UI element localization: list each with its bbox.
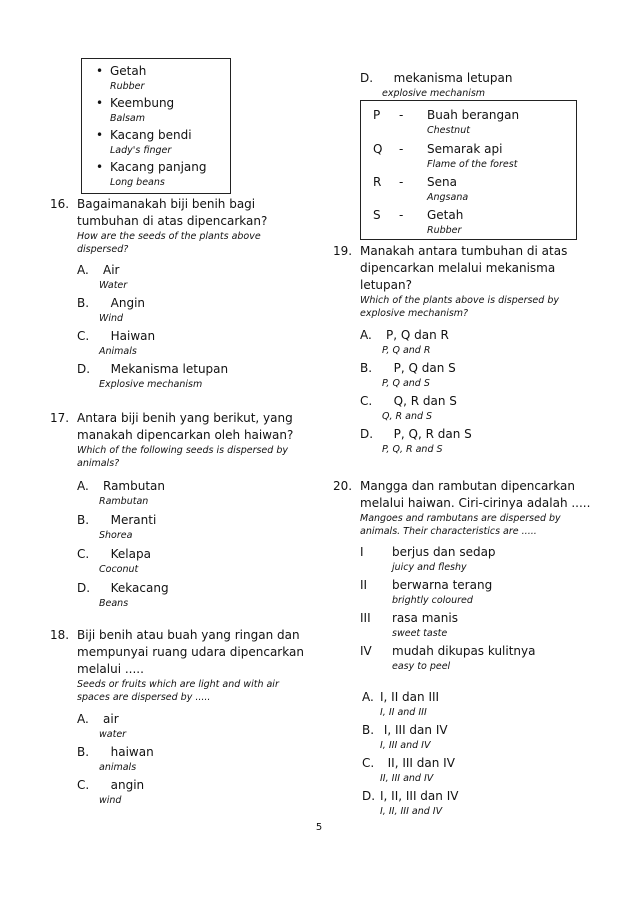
bullet-icon: • bbox=[96, 128, 104, 142]
plant-table-row: S - Getah Rubber bbox=[373, 208, 464, 236]
plant-table-box bbox=[360, 100, 577, 240]
bullet-icon: • bbox=[96, 64, 104, 78]
option-a[interactable]: A. air water bbox=[77, 712, 127, 740]
question-text: Bagaimanakah biji benih bagi tumbuhan di atas dipencarkan? How are the seeds of the plants above dispersed? bbox=[77, 197, 268, 255]
option-d[interactable]: D. I, II, III dan IV I, II, III and IV bbox=[362, 789, 459, 817]
option-b[interactable]: B. I, III dan IV I, III and IV bbox=[362, 723, 448, 751]
option-c[interactable]: C. Q, R dan S Q, R and S bbox=[360, 394, 457, 422]
option-d[interactable]: D. P, Q, R dan S P, Q, R and S bbox=[360, 427, 472, 455]
plant-list-box bbox=[81, 58, 231, 194]
question-number: 18. bbox=[50, 628, 70, 642]
option-b[interactable]: B. Angin Wind bbox=[77, 296, 146, 324]
plant-list-item: • Getah Rubber bbox=[96, 64, 147, 92]
trait-item: I berjus dan sedap juicy and fleshy bbox=[360, 545, 496, 573]
option-a[interactable]: A. P, Q dan R P, Q and R bbox=[360, 328, 449, 356]
question-15-option-d[interactable]: D. mekanisma letupan explosive mechanism bbox=[360, 71, 513, 99]
option-c[interactable]: C. Haiwan Animals bbox=[77, 329, 156, 357]
question-number: 16. bbox=[50, 197, 70, 211]
plant-list-item: • Kacang panjang Long beans bbox=[96, 160, 207, 188]
question-number: 19. bbox=[333, 244, 353, 258]
plant-list-item: • Kacang bendi Lady's finger bbox=[96, 128, 192, 156]
left-column bbox=[50, 0, 320, 903]
plant-table-row: P - Buah berangan Chestnut bbox=[373, 108, 520, 136]
right-column bbox=[333, 0, 603, 903]
question-text: Manakah antara tumbuhan di atas dipencarkan melalui mekanisma letupan? Which of the plants above is dispersed by explosive mechanism? bbox=[360, 244, 568, 319]
option-a[interactable]: A. Rambutan Rambutan bbox=[77, 479, 166, 507]
question-text: Antara biji benih yang berikut, yang manakah dipencarkan oleh haiwan? Which of the following seeds is dispersed by animals? bbox=[77, 411, 294, 469]
option-c[interactable]: C. angin wind bbox=[77, 778, 145, 806]
option-d[interactable]: D. Kekacang Beans bbox=[77, 581, 169, 609]
trait-item: IV mudah dikupas kulitnya easy to peel bbox=[360, 644, 536, 672]
plant-table-row: Q - Semarak api Flame of the forest bbox=[373, 142, 518, 170]
option-a[interactable]: A. I, II dan III I, II and III bbox=[362, 690, 440, 718]
plant-list-item: • Keembung Balsam bbox=[96, 96, 175, 124]
option-a[interactable]: A. Air Water bbox=[77, 263, 128, 291]
option-c[interactable]: C. Kelapa Coconut bbox=[77, 547, 151, 575]
question-number: 17. bbox=[50, 411, 70, 425]
page-number: 5 bbox=[315, 822, 323, 833]
bullet-icon: • bbox=[96, 160, 104, 174]
option-b[interactable]: B. haiwan animals bbox=[77, 745, 154, 773]
trait-item: II berwarna terang brightly coloured bbox=[360, 578, 493, 606]
option-c[interactable]: C. II, III dan IV II, III and IV bbox=[362, 756, 455, 784]
question-text: Mangga dan rambutan dipencarkan melalui haiwan. Ciri-cirinya adalah ..... Mangoes and rambutans are dispersed by animals. Their characteristics are ..... bbox=[360, 479, 591, 537]
option-b[interactable]: B. P, Q dan S P, Q and S bbox=[360, 361, 456, 389]
option-b[interactable]: B. Meranti Shorea bbox=[77, 513, 157, 541]
trait-item: III rasa manis sweet taste bbox=[360, 611, 458, 639]
plant-table-row: R - Sena Angsana bbox=[373, 175, 469, 203]
option-d[interactable]: D. Mekanisma letupan Explosive mechanism bbox=[77, 362, 229, 390]
question-number: 20. bbox=[333, 479, 353, 493]
question-text: Biji benih atau buah yang ringan dan mempunyai ruang udara dipencarkan melalui ..... Seeds or fruits which are light and with air spaces are dispersed by ..... bbox=[77, 628, 304, 703]
bullet-icon: • bbox=[96, 96, 104, 110]
